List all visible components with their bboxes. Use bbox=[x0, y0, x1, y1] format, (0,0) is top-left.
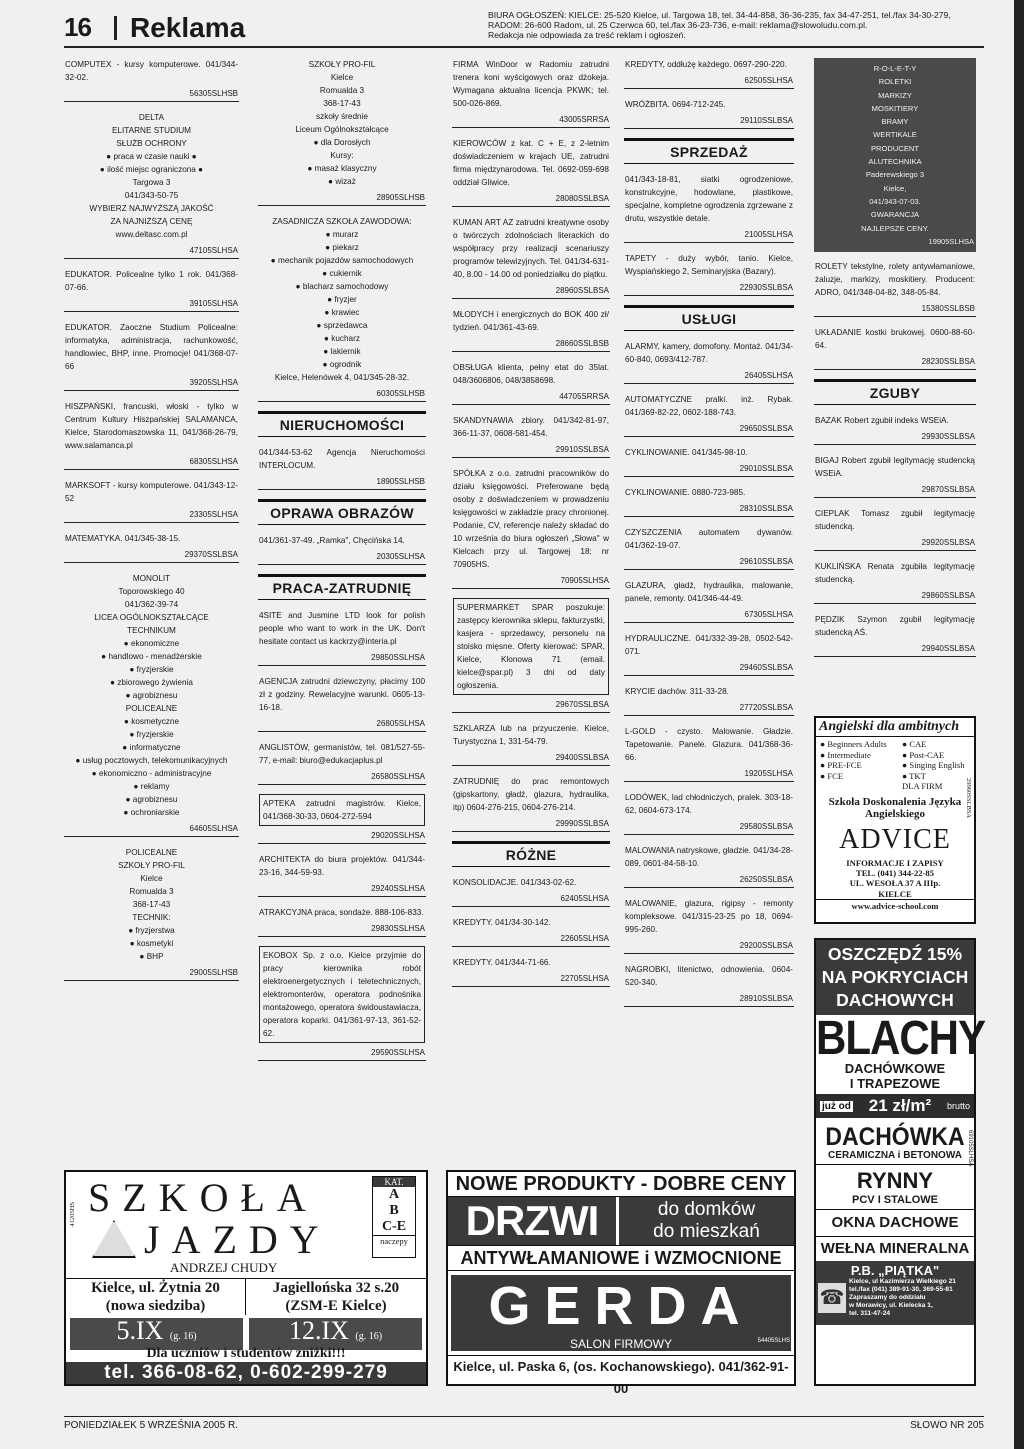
classified-ad bbox=[64, 532, 239, 563]
classified-ad bbox=[624, 963, 794, 1007]
roof-brutto: brutto bbox=[946, 1101, 970, 1111]
column-2 bbox=[258, 58, 426, 1070]
driving-owner: ANDRZEJ CHUDY bbox=[170, 1260, 278, 1275]
ad-code: 19905SLHSA bbox=[928, 236, 974, 246]
ad-text: KIEROWCÓW z kat. C + E, z 2-letnim doświadczeniem w krajach UE, zatrudni firma międzynarodowa. Tel. 0692-059-698 oddział Gliwice. bbox=[453, 139, 609, 187]
ad-text: MŁODYCH i energicznych do BOK 400 zł/ tydzień. 041/361-43-69. bbox=[453, 310, 609, 332]
gerda-flats: do mieszkań bbox=[653, 1221, 760, 1242]
ad-text: HISZPAŃSKI, francuski, włoski - tylko w Centrum Kultury Hiszpańskiej SALAMANCA, Kielce, Starodomaszowska 11, 041/368-26-79, www.salamanca.pl bbox=[65, 402, 238, 450]
category-header: OPRAWA OBRAZÓW bbox=[258, 499, 426, 525]
classified-ad bbox=[452, 775, 610, 832]
course-date-2: 12.IX bbox=[288, 1316, 349, 1345]
page-header bbox=[64, 10, 984, 48]
scan-edge bbox=[1014, 0, 1024, 1449]
roof-price-value: 21 zł/m² bbox=[868, 1096, 932, 1115]
roof-trapezowe: I TRAPEZOWE bbox=[849, 1076, 941, 1091]
gerda-houses: do domków bbox=[657, 1199, 756, 1220]
rolety-text: R-O-L-E-T-Y ROLETKI MARKIZY MOSKITIERY BRAMY WERTIKALE PRODUCENT ALUTECHNIKA Paderewskiego 3 Kielce, 041/343-07-03. GWARANCJA NAJLEPSZE CENY. bbox=[861, 64, 929, 233]
classified-ad bbox=[64, 268, 239, 312]
ad-code: 22605SLHSA bbox=[560, 934, 609, 943]
ad-text: EDUKATOR. Zaoczne Studium Policealne: informatyka, administracja, rachunkowość, handlowiec, BHP, inne. Promocje! 041/368-07-66 bbox=[65, 323, 238, 371]
classified-ad bbox=[258, 215, 426, 402]
ad-code: 28310SSLBSA bbox=[739, 504, 793, 513]
classified-ad bbox=[258, 741, 426, 785]
classified-ad bbox=[452, 876, 610, 907]
driving-logo bbox=[92, 1220, 136, 1258]
ad-text: CYKLINOWANIE. 0880-723-985. bbox=[625, 488, 746, 497]
ad-code: 28660SSLBSB bbox=[555, 339, 609, 348]
ad-code: 29110SSLBSA bbox=[740, 116, 793, 125]
address-radom: RADOM: 26-600 Radom, ul. 25 Czerwca 60, tel./fax 36-23-736, e-mail: reklama@slowoludu.com.pl. bbox=[488, 20, 868, 31]
roof-save: OSZCZĘDŹ 15% bbox=[827, 944, 963, 964]
advice-title: Angielski dla ambitnych bbox=[816, 718, 974, 737]
ad-code: 29370SSLBSA bbox=[184, 550, 238, 559]
ad-text: ALARMY, kamery, domofony. Montaż. 041/34-60-840, 0693/412-787. bbox=[625, 342, 793, 364]
driving-address-2: Jagiellońska 32 s.20 bbox=[272, 1280, 400, 1296]
advice-logo: ADVICE bbox=[839, 823, 951, 855]
roof-phone: tel./fax (041) 389-91-30, 369-55-81 bbox=[849, 1286, 953, 1293]
classified-ad bbox=[452, 137, 610, 207]
ad-text: MALOWANIE, glazura, rigipsy - remonty kompleksowe. 041/315-23-25 po 18, 0694-995-260. bbox=[625, 899, 793, 934]
classified-ad bbox=[258, 534, 426, 565]
classified-ad bbox=[452, 598, 610, 713]
classified-ad bbox=[64, 479, 239, 523]
ad-text: ZASADNICZA SZKOŁA ZAWODOWA: ● murarz ● piekarz ● mechanik pojazdów samochodowych ● cukiernik ● blacharz samochodowy ● fryzjer ● krawiec ● sprzedawca ● kucharz ● lakiernik ● ogrodnik Kielce, Helenówek 4, 041/345-28-32. bbox=[270, 217, 414, 382]
classified-ad bbox=[258, 675, 426, 732]
roof-line: NA POKRYCIACH bbox=[821, 967, 969, 987]
classified-ad bbox=[452, 722, 610, 766]
ad-code: 29940SSLBSA bbox=[921, 644, 975, 654]
driving-address-2-note: (ZSM-E Kielce) bbox=[285, 1298, 387, 1314]
ad-text: TAPETY - duży wybór, tanio. Kielce, Wyspiańskiego 2, Seminaryjska (Bazary). bbox=[625, 254, 793, 276]
ad-code: 23305SLHSA bbox=[189, 510, 238, 519]
ad-code: 28905SLHSB bbox=[376, 193, 425, 202]
gerda-doors-ad bbox=[446, 1170, 796, 1396]
ad-code: 54405SLHS bbox=[757, 1338, 790, 1344]
classified-ad bbox=[452, 216, 610, 299]
ad-text: ATRAKCYJNA praca, sondaże. 888-106-833. bbox=[259, 908, 424, 917]
roof-dachowka: DACHÓWKA bbox=[825, 1121, 965, 1151]
classified-ad bbox=[64, 58, 239, 102]
category-box bbox=[372, 1176, 416, 1258]
gerda-brand: GERDA bbox=[451, 1275, 791, 1337]
ad-code: 62405SLHSA bbox=[560, 894, 609, 903]
driving-school-ad bbox=[64, 1170, 428, 1386]
advice-school-ad bbox=[814, 716, 976, 924]
ad-text: POLICEALNE SZKOŁY PRO-FIL Kielce Romualda 3 368-17-43 TECHNIK: ● fryzjerstwa ● kosmetyki ● BHP bbox=[118, 848, 185, 961]
category-header: PRACA-ZATRUDNIĘ bbox=[258, 574, 426, 600]
roof-ceramic: CERAMICZNA i BETONOWA bbox=[816, 1150, 974, 1165]
gerda-top: NOWE PRODUKTY - DOBRE CENY bbox=[448, 1172, 794, 1197]
lost-item-notice bbox=[814, 507, 976, 551]
ad-code: 62505SLHSA bbox=[744, 76, 793, 85]
classified-ad bbox=[814, 326, 976, 370]
ad-code: 29610SSLBSA bbox=[739, 557, 793, 566]
roof-dachowkowe: DACHÓWKOWE bbox=[844, 1061, 946, 1076]
gerda-anti: ANTYWŁAMANIOWE i WZMOCNIONE bbox=[448, 1246, 794, 1271]
ad-code: 22705SLHSA bbox=[560, 974, 609, 983]
address-kielce: BIURA OGŁOSZEŃ: KIELCE: 25-520 Kielce, ul. Targowa 18, tel. 34-44-858, 36-36-235, fax 34-47-251, tel./fax 34-30-279, bbox=[488, 10, 951, 20]
ad-text: MONOLIT Toporowskiego 40 041/362-39-74 LICEA OGÓLNOKSZTAŁCĄCE TECHNIKUM ● ekonomiczne ● handlowo - menadżerskie ● fryzjerskie ● zbiorowego żywienia ● agrobiznesu POLICEALNE ● kosmetyczne ● fryzjerskie ● informatyczne ● usług pocztowych, telekomunikacyjnych ● ekonomiczno - administracyjne ● reklamy ● agrobiznesu ● ochroniarskie bbox=[75, 574, 228, 817]
classified-ad bbox=[258, 794, 426, 844]
ad-code: 29590SSLHSA bbox=[371, 1048, 425, 1057]
roof-welna: WEŁNA MINERALNA bbox=[820, 1240, 970, 1257]
ad-code: 29860SSLBSA bbox=[921, 591, 975, 601]
ad-code: 29850SSLHSA bbox=[371, 653, 425, 662]
roof-headline bbox=[816, 940, 974, 1015]
level: ● TKT bbox=[902, 770, 926, 781]
course-time-2: (g. 16) bbox=[355, 1331, 383, 1342]
ad-text: SUPERMARKET SPAR poszukuje: zastępcy kierownika sklepu, fakturzystki, kasjera - sprzedawcy, personelu na stoisko mięsne. Oferty kierować: SPAR, Kielce, Klonowa 71 (email. kielce@spar.pl) 3 dni od daty ogłoszenia. bbox=[453, 598, 609, 695]
level: ● Post-CAE bbox=[902, 749, 945, 760]
ad-code: 29200SSLBSA bbox=[739, 941, 793, 950]
classified-ad bbox=[624, 173, 794, 243]
classified-ad bbox=[624, 791, 794, 835]
ad-code: 18905SLHSB bbox=[376, 477, 425, 486]
classified-ad bbox=[624, 58, 794, 89]
classified-ad bbox=[624, 252, 794, 296]
column-3 bbox=[452, 58, 610, 996]
classified-ad bbox=[452, 956, 610, 987]
category-header: RÓŻNE bbox=[452, 841, 610, 867]
ad-code: 47105SLHSA bbox=[189, 246, 238, 255]
classified-ad bbox=[624, 340, 794, 384]
column-1 bbox=[64, 58, 239, 990]
ad-text: ROLETY tekstylne, rolety antywłamaniowe, żaluzje, markizy, moskitiery. Producent: ADRO, 041/348-04-82, 348-05-84. bbox=[815, 262, 975, 298]
ad-code: 69105SLHSA bbox=[967, 1130, 973, 1167]
column-4 bbox=[624, 58, 794, 1016]
lost-item-notice bbox=[814, 560, 976, 604]
advice-phone: TEL. (041) 344-22-85 bbox=[855, 867, 935, 878]
roof-okna: OKNA DACHOWE bbox=[816, 1210, 974, 1237]
ad-text: SZKLARZA lub na przyuczenie. Kielce, Turystyczna 1, 331-54-79. bbox=[453, 724, 609, 746]
classified-ad bbox=[258, 609, 426, 666]
ad-code: 29460SSLBSA bbox=[739, 663, 793, 672]
ad-text: EKOBOX Sp. z o.o. Kielce przyjmie do pracy kierownika robót elektroenergetycznych i teletechnicznych, elektromonterów, operatora podnośnika montażowego, operatora świdoustawiacza, operatora koparki. 041/361-97-13, 361-52-62. bbox=[259, 946, 425, 1043]
ad-code: 29670SSLBSA bbox=[555, 700, 609, 709]
advice-www: www.advice-school.com bbox=[816, 899, 974, 911]
classified-ad bbox=[452, 361, 610, 405]
ad-code: 64605SLHSA bbox=[189, 824, 238, 833]
ad-text: KRYCIE dachów. 311-33-28. bbox=[625, 687, 729, 696]
column-5 bbox=[814, 58, 976, 666]
roofing-ad bbox=[814, 938, 985, 1386]
rolety-ad bbox=[814, 58, 976, 252]
ad-text: GLAZURA, gładź, hydraulika, malowanie, panele, remonty. 041/346-44-49. bbox=[625, 581, 793, 603]
ad-code: 39205SLHSA bbox=[189, 378, 238, 387]
ad-text: MARKSOFT - kursy komputerowe. 041/343-12-52 bbox=[65, 481, 238, 503]
kat-list: A B C-E bbox=[381, 1187, 407, 1234]
classified-ad bbox=[452, 58, 610, 128]
ad-code: 29650SSLBSA bbox=[739, 424, 793, 433]
ad-code: 29870SSLBSA bbox=[921, 485, 975, 495]
roof-from: już od bbox=[822, 1100, 851, 1112]
ad-text: CZYSZCZENIA automatem dywanów. 041/362-19-07. bbox=[625, 528, 793, 550]
classified-ad bbox=[258, 946, 426, 1061]
classified-ad bbox=[624, 98, 794, 129]
level: ● CAE bbox=[902, 739, 927, 749]
ad-code: 29990SSLBSA bbox=[555, 819, 609, 828]
ad-code: 29400SSLBSA bbox=[555, 753, 609, 762]
classified-ad bbox=[64, 846, 239, 981]
ad-code: 21005SLHSA bbox=[744, 230, 793, 239]
driving-title-2: JAZDY bbox=[144, 1217, 331, 1262]
ad-text: KREDYTY. 041/34-30-142. bbox=[453, 918, 551, 927]
lost-item-notice bbox=[814, 613, 976, 657]
ad-text: L-GOLD - czysto. Malowanie. Gładzie. Tapetowanie. Panele. Glazura. 041/368-36-66. bbox=[625, 727, 793, 762]
ad-code: 29010SSLBSA bbox=[739, 464, 793, 473]
roof-blachy: BLACHY bbox=[816, 1010, 985, 1065]
roof-company bbox=[816, 1261, 974, 1325]
category-header: SPRZEDAŻ bbox=[624, 138, 794, 164]
gerda-doors-row bbox=[448, 1197, 794, 1246]
ad-code: 20305SLHSA bbox=[376, 552, 425, 561]
classified-ad bbox=[258, 58, 426, 206]
driving-address-1: Kielce, ul. Żytnia 20 bbox=[91, 1280, 220, 1296]
driving-title-1: SZKOŁA bbox=[88, 1175, 318, 1220]
gerda-address: Kielce, ul. Paska 6, (os. Kochanowskiego). 041/362-91-00 bbox=[448, 1355, 794, 1400]
advice-levels bbox=[816, 737, 974, 794]
ad-code: 29930SSLBSA bbox=[921, 432, 975, 442]
ad-code: 29920SSLBSA bbox=[921, 538, 975, 548]
classified-ad bbox=[258, 906, 426, 937]
ad-code: 29960SSLBSA bbox=[965, 778, 972, 819]
category-header: USŁUGI bbox=[624, 305, 794, 331]
ad-code: 28230SSLBSA bbox=[921, 357, 975, 367]
ad-text: KUKLIŃSKA Renata zgubiła legitymację studencką. bbox=[815, 562, 975, 585]
gerda-drzwi: DRZWI bbox=[448, 1197, 616, 1245]
advice-street: UL. WESOŁA 37 A IIIp. bbox=[849, 878, 941, 889]
classified-ad bbox=[452, 308, 610, 352]
ad-text: ANGLISTÓW, germanistów, tel. 081/527-55-77, e-mail: biuro@edukacjaplus.pl bbox=[259, 743, 425, 765]
ad-text: OBSŁUGA klienta, pełny etat do 35lat. 048/3606806, 048/3858698. bbox=[453, 363, 609, 385]
ad-text: SPÓŁKA z o.o. zatrudni pracowników do działu księgowości. Preferowane będą osoby z doświadczeniem w prowadzeniu księgowości w zakładzie pracy chronionej. Podanie, CV, referencje należy składać do 10 września do biura ogłoszeń „Słowa" w Kielcach przy ul. Targowej 18: nr 70905HS. bbox=[453, 469, 609, 569]
ad-text: SKANDYNAWIA zbiory. 041/342-81-97, 366-11-37, 0608-581-454. bbox=[453, 416, 609, 438]
classified-ad bbox=[624, 632, 794, 676]
course-date-1: 5.IX bbox=[116, 1316, 164, 1345]
ad-text: EDUKATOR. Policealne tylko 1 rok. 041/368-07-66. bbox=[65, 270, 238, 292]
ad-code: 56305SLHSB bbox=[189, 89, 238, 98]
ad-text: LODÓWEK, lad chłodniczych, pralek. 303-18-62, 0604-673-174. bbox=[625, 793, 793, 815]
classified-ad bbox=[64, 400, 239, 470]
ad-text: AUTOMATYCZNE pralki. inż. Rybak. 041/369-82-22, 0602-188-743. bbox=[625, 395, 793, 417]
classified-ad bbox=[624, 446, 794, 477]
column-5-ads bbox=[814, 260, 976, 370]
ad-code: 29020SSLHSA bbox=[371, 831, 425, 840]
classified-ad bbox=[624, 685, 794, 716]
disclaimer: Redakcja nie odpowiada za treść reklam i ogłoszeń. bbox=[488, 30, 686, 41]
category-header: NIERUCHOMOŚCI bbox=[258, 411, 426, 437]
driving-promo: Dla uczniów i studentów zniżki!!! bbox=[146, 1346, 346, 1361]
driving-address-1-note: (nowa siedziba) bbox=[105, 1298, 206, 1314]
roof-address: Kielce, ul Kazimierza Wielkiego 21 bbox=[849, 1278, 956, 1285]
ad-text: BAZAK Robert zgubił indeks WSEiA. bbox=[815, 416, 949, 426]
ad-text: KREDYTY. 041/344-71-66. bbox=[453, 958, 551, 967]
classified-ad bbox=[624, 725, 794, 782]
ad-text: KONSOLIDACJE. 041/343-02-62. bbox=[453, 878, 577, 887]
advice-contact bbox=[816, 858, 974, 912]
ad-code: 29240SSLHSA bbox=[371, 884, 425, 893]
classified-ad bbox=[624, 486, 794, 517]
ad-text: CIEPLAK Tomasz zgubił legitymację studencką. bbox=[815, 509, 975, 532]
ad-code: 60305SLHSB bbox=[376, 389, 425, 398]
ad-code: 41205HS bbox=[69, 1202, 76, 1227]
ad-text: 041/361-37-49. „Ramka", Chęcińska 14. bbox=[259, 536, 405, 545]
lost-item-notice bbox=[814, 454, 976, 498]
roof-line: DACHOWYCH bbox=[836, 990, 954, 1010]
lost-item-notice bbox=[814, 414, 976, 445]
roof-pcv: PCV I STALOWE bbox=[816, 1194, 974, 1210]
ad-code: 67305SLHSA bbox=[744, 610, 793, 619]
gerda-salon: SALON FIRMOWY bbox=[451, 1337, 791, 1351]
driving-addresses bbox=[66, 1278, 426, 1315]
classified-ad bbox=[624, 393, 794, 437]
ad-text: 4SITE and Jusmine LTD look for polish people who want to work in the UK. Don't hesitate contact us kackrzy@interia.pl bbox=[259, 611, 425, 646]
roof-invite: Zapraszamy do oddziału bbox=[849, 1294, 926, 1301]
ad-code: 27720SSLBSA bbox=[739, 703, 793, 712]
level: ● Singing English bbox=[902, 760, 965, 770]
ad-text: CYKLINOWANIE. 041/345-98-10. bbox=[625, 448, 748, 457]
issue-date: PONIEDZIAŁEK 5 WRZEŚNIA 2005 R. bbox=[64, 1420, 238, 1431]
ad-text: AGENCJA zatrudni dziewczyny, płacimy 100 zł z godziny. Rewelacyjne warunki. 0605-13-16-18. bbox=[259, 677, 425, 712]
ad-code: 44705SRRSA bbox=[559, 392, 609, 401]
classified-ad bbox=[452, 916, 610, 947]
roof-branch: w Morawicy, ul. Kielecka 1, bbox=[849, 1302, 933, 1309]
header-divider bbox=[114, 16, 117, 40]
ad-code: 28960SSLBSA bbox=[555, 286, 609, 295]
ad-code: 28910SSLBSA bbox=[739, 994, 793, 1003]
ad-text: UKŁADANIE kostki brukowej. 0600-88-60-64. bbox=[815, 328, 975, 351]
ad-code: 29580SSLBSA bbox=[739, 822, 793, 831]
classified-ad bbox=[452, 414, 610, 458]
ad-text: 041/343-18-81, siatki ogrodzeniowe, konstrukcyjne, hodowlane, plastikowe, specjalne, kompletne ogrodzenia zgrzewane z drutu, wszystkie detale. bbox=[625, 175, 793, 223]
classified-ad bbox=[64, 111, 239, 259]
classified-ad bbox=[814, 260, 976, 317]
ad-text: NAGROBKI, litenictwo, odnowienia. 0604-520-340. bbox=[625, 965, 793, 987]
ad-code: 26405SLHSA bbox=[744, 371, 793, 380]
roof-company-name: P.B. „PIĄTKA" bbox=[850, 1263, 940, 1278]
ad-code: 68305SLHSA bbox=[189, 457, 238, 466]
ad-text: COMPUTEX - kursy komputerowe. 041/344-32-02. bbox=[65, 60, 238, 82]
ad-text: MALOWANIA natryskowe, gładzie. 041/34-28-089, 0601-84-58-10. bbox=[625, 846, 793, 868]
ad-text: SZKOŁY PRO-FIL Kielce Romualda 3 368-17-43 szkoły średnie Liceum Ogólnokształcące ● dla Dorosłych Kursy: ● masaż klasyczny ● wizaż bbox=[295, 60, 389, 186]
level: ● FCE bbox=[820, 770, 844, 781]
ad-text: WRÓŻBITA. 0694-712-245. bbox=[625, 100, 726, 109]
classified-ad bbox=[624, 844, 794, 888]
lost-items bbox=[814, 414, 976, 657]
ad-text: ARCHITEKTA do biura projektów. 041/344-23-16, 344-59-93. bbox=[259, 855, 425, 877]
ad-text: FIRMA WinDoor w Radomiu zatrudni trenera koni wyścigowych oraz dżokeja. Wymagana aktualna licencja PKWK; tel. 500-026-869. bbox=[453, 60, 609, 108]
kat-trailer: naczepy bbox=[373, 1235, 415, 1246]
ad-code: 22930SSLBSA bbox=[739, 283, 793, 292]
ad-text: ZATRUDNIĘ do prac remontowych (gipskartony, gładź, glazura, hydraulika, itp) 0604-276-215, 0604-276-214. bbox=[453, 777, 609, 812]
classified-ad bbox=[258, 446, 426, 490]
roof-rynny: RYNNY bbox=[856, 1168, 934, 1193]
ad-text: PĘDZIK Szymon zgubił legitymację studencką AŚ. bbox=[815, 615, 975, 638]
advice-school-name: Szkoła Doskonalenia Języka Angielskiego bbox=[828, 795, 962, 820]
category-zguby: ZGUBY bbox=[814, 379, 976, 405]
classified-ad bbox=[258, 853, 426, 897]
advice-city: KIELCE bbox=[878, 888, 912, 899]
ad-code: 28080SSLBSA bbox=[555, 194, 609, 203]
level: ● Beginners Adults bbox=[820, 739, 887, 749]
ad-text: APTEKA zatrudni magistrów. Kielce, 041/368-30-33, 0604-272-594 bbox=[259, 794, 425, 826]
ad-code: 19205SLHSA bbox=[744, 769, 793, 778]
ad-code: 29910SSLBSA bbox=[555, 445, 609, 454]
ad-text: KUMAN ART AZ zatrudni kreatywne osoby o twórczych zdolnościach literackich do współpracy przy realizacji scenariuszy programów telewizyjnych. Tel. 041/34-631-40, 8.00 - 14.00 od poniedziałku do piątku. bbox=[453, 218, 609, 279]
ad-code: 29005SLHSB bbox=[189, 968, 238, 977]
ad-code: 26805SLHSA bbox=[376, 719, 425, 728]
level: ● PRE-FCE bbox=[820, 760, 862, 770]
ad-text: MATEMATYKA. 041/345-38-15. bbox=[65, 534, 181, 543]
classified-ad bbox=[64, 572, 239, 837]
classified-ad bbox=[452, 467, 610, 589]
ad-code: 43005SRRSA bbox=[559, 115, 609, 124]
classified-ad bbox=[64, 321, 239, 391]
advice-info: INFORMACJE I ZAPISY bbox=[846, 857, 944, 868]
level: DLA FIRM bbox=[902, 781, 943, 791]
classified-ad bbox=[624, 526, 794, 570]
classified-ad bbox=[624, 897, 794, 954]
section-title: Reklama bbox=[130, 12, 246, 43]
ad-code: 26580SSLHSA bbox=[371, 772, 425, 781]
roof-price bbox=[816, 1094, 974, 1118]
ad-text: DELTA ELITARNE STUDIUM SŁUŻB OCHRONY ● praca w czasie nauki ● ● ilość miejsc ograniczona ● Targowa 3 041/343-50-75 WYBIERZ NAJWYŻSZĄ JAKOŚĆ ZA NAJNIŻSZĄ CENĘ www.deltasc.com.pl bbox=[89, 113, 214, 239]
roof-branch-phone: tel. 311-47-24 bbox=[849, 1310, 891, 1317]
ad-code: 15380SSLBSB bbox=[921, 304, 975, 314]
level: ● Intermediate bbox=[820, 749, 871, 760]
ad-code: 29830SSLHSA bbox=[371, 924, 425, 933]
ad-text: 041/344-53-62 Agencja Nieruchomości INTERLOCUM. bbox=[259, 448, 425, 470]
phone-icon: ☎ bbox=[818, 1283, 846, 1313]
ad-text: BIGAJ Robert zgubił legitymację studencką WSEiA. bbox=[815, 456, 975, 479]
ad-text: KREDYTY, oddłużę każdego. 0697-290-220. bbox=[625, 60, 787, 69]
ad-text: HYDRAULICZNE. 041/332-39-28, 0502-542-071. bbox=[625, 634, 793, 656]
office-addresses bbox=[488, 10, 988, 41]
ad-code: 70905SLHSA bbox=[560, 576, 609, 585]
issue-number: SŁOWO NR 205 bbox=[910, 1420, 984, 1431]
classified-ad bbox=[624, 579, 794, 623]
page-footer bbox=[64, 1416, 984, 1434]
ad-code: 39105SLHSA bbox=[189, 299, 238, 308]
page-number: 16 bbox=[64, 12, 91, 42]
kat-label: KAT. bbox=[373, 1177, 415, 1187]
course-time-1: (g. 16) bbox=[169, 1331, 197, 1342]
driving-phone: tel. 366-08-62, 0-602-299-279 bbox=[66, 1362, 426, 1384]
ad-code: 26250SSLBSA bbox=[739, 875, 793, 884]
